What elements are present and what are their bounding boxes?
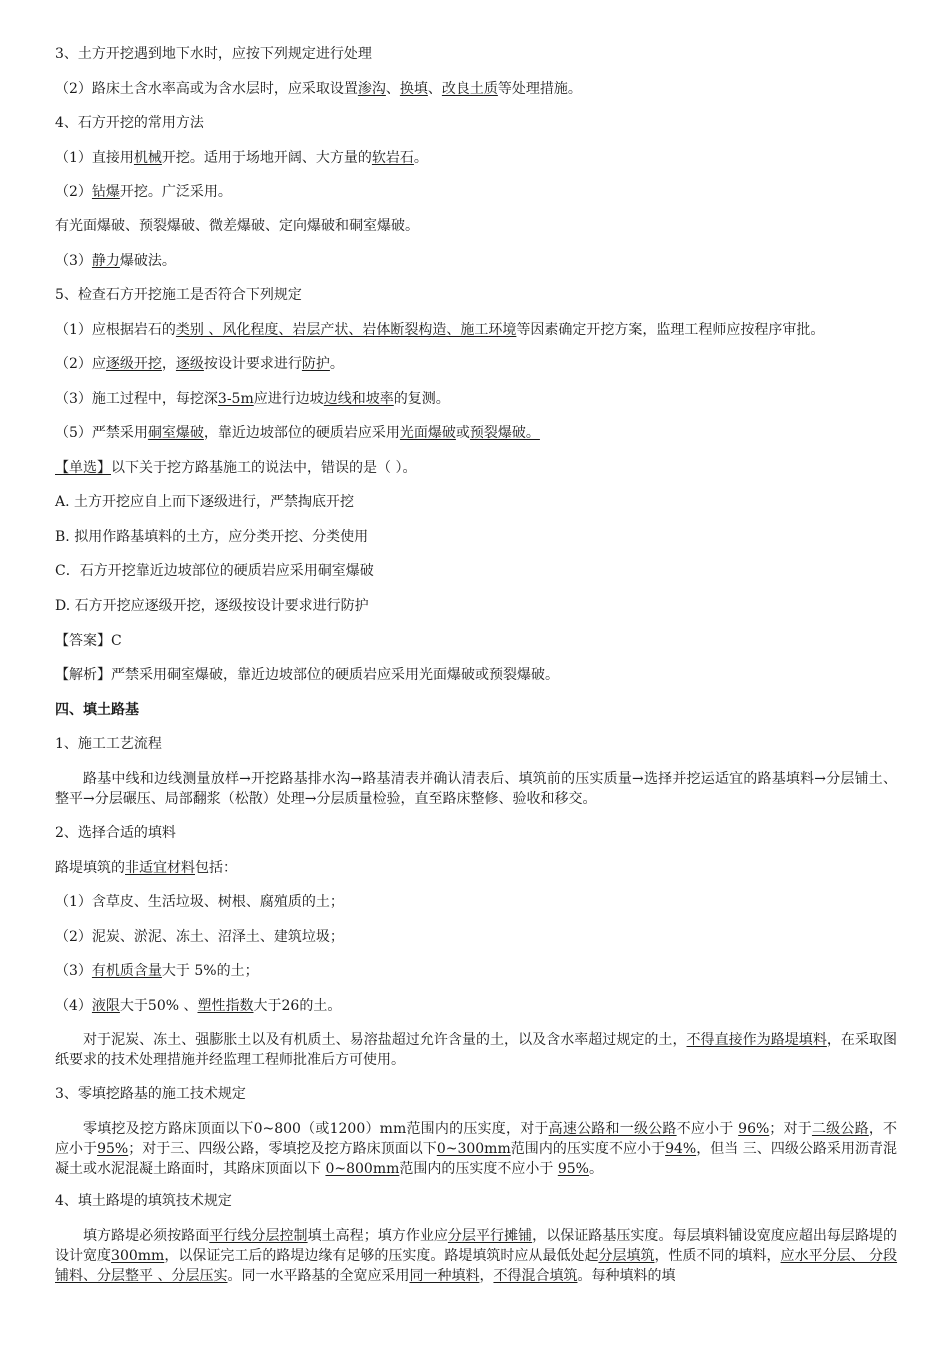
underlined-term: 94% xyxy=(665,1141,697,1157)
text: 路堤填筑的 xyxy=(55,860,125,876)
underlined-term: 不得混合填筑 xyxy=(493,1268,578,1284)
text: （2） xyxy=(55,184,92,200)
underlined-term: 防护 xyxy=(301,356,330,372)
underlined-term: 非适宜材料 xyxy=(125,860,195,876)
text: ，以保证完工后的路堤边缘有足够的压实度。路堤填筑时应从最低处起 xyxy=(164,1248,599,1264)
question-stem xyxy=(55,458,910,478)
underlined-term: 3-5m xyxy=(217,391,254,407)
text: ；对于 xyxy=(769,1121,812,1137)
underlined-term: 液限 xyxy=(91,998,120,1014)
text: ，不应小于 xyxy=(55,1121,898,1157)
text: （4） xyxy=(55,998,92,1014)
underlined-term: 机械 xyxy=(133,150,162,166)
underlined-term: 逐级开挖 xyxy=(105,356,162,372)
text: 不应小于 xyxy=(676,1121,739,1137)
text: 范围内的压实度不应小于 xyxy=(399,1161,558,1177)
text: 、 xyxy=(427,81,442,97)
rule-2 xyxy=(55,354,910,374)
heading-fill-material: 2、选择合适的填料 xyxy=(55,825,176,841)
text: （2）应 xyxy=(55,356,106,372)
text: ，在采取图纸要求的技术处理措施并经监理工程师批准后方可使用。 xyxy=(55,1032,898,1068)
underlined-term: 钻爆 xyxy=(91,184,120,200)
material-3 xyxy=(55,961,910,981)
underlined-term: 平行线分层控制 xyxy=(209,1228,308,1244)
item-drill-blast xyxy=(55,182,910,202)
text: 开挖。适用于场地开阔、大方量的 xyxy=(161,150,372,166)
text: （1）直接用 xyxy=(55,150,134,166)
answer: 【答案】C xyxy=(55,633,122,649)
underlined-term: 软岩石 xyxy=(371,150,414,166)
text: 填方路堤必须按路面 xyxy=(83,1228,210,1244)
text: （2）路床土含水率高或为含水层时，应采取设置 xyxy=(55,81,358,97)
text: ；对于三、四级公路，零填挖及挖方路床顶面以下 xyxy=(128,1141,437,1157)
text: 包括： xyxy=(195,860,237,876)
text: 的复测。 xyxy=(393,391,450,407)
text: 或 xyxy=(455,425,470,441)
text: 。每种填料的填 xyxy=(577,1268,676,1284)
section-title: 四、填土路基 xyxy=(55,702,139,718)
underlined-term: 同一种填料 xyxy=(409,1268,480,1284)
text: ， xyxy=(479,1268,494,1284)
question-tag: 【单选】 xyxy=(55,460,111,476)
underlined-term: 0~300mm xyxy=(436,1141,511,1157)
text: 大于50% 、 xyxy=(119,998,198,1014)
text: 。 xyxy=(413,150,428,166)
heading-groundwater: 3、土方开挖遇到地下水时，应按下列规定进行处理 xyxy=(55,46,372,62)
text: （1）应根据岩石的 xyxy=(55,322,176,338)
heading-embankment: 4、填土路堤的填筑技术规定 xyxy=(55,1193,232,1209)
text: 应进行边坡 xyxy=(253,391,324,407)
heading-zero-fill: 3、零填挖路基的施工技术规定 xyxy=(55,1086,246,1102)
item-subgrade-moisture xyxy=(55,79,910,99)
option-d: D. 石方开挖应逐级开挖，逐级按设计要求进行防护 xyxy=(55,598,369,614)
paragraph-embankment xyxy=(55,1226,897,1286)
text: ，但当 三、四级公路采用沥青混凝土或水泥混凝土路面时，其路床顶面以下 xyxy=(55,1141,898,1177)
text: 大于 5%的土； xyxy=(161,963,259,979)
analysis: 【解析】严禁采用硐室爆破，靠近边坡部位的硬质岩应采用光面爆破或预裂爆破。 xyxy=(55,667,559,683)
text: ，靠近边坡部位的硬质岩应采用 xyxy=(203,425,400,441)
heading-rock-methods: 4、石方开挖的常用方法 xyxy=(55,115,204,131)
underlined-term: 分层填筑 xyxy=(598,1248,655,1264)
underlined-term: 预裂爆破。 xyxy=(469,425,540,441)
paragraph-special-soils xyxy=(55,1030,897,1070)
text: 。 xyxy=(588,1161,603,1177)
material-2: （2）泥炭、淤泥、冻土、沼泽土、建筑垃圾； xyxy=(55,929,344,945)
paragraph-process: 路基中线和边线测量放样→开挖路基排水沟→路基清表并确认清表后、填筑前的压实质量→选择并挖运适宜的路基填料→分层铺土、整平→分层碾压、局部翻浆（松散）处理→分层质量检验，直至路床整修、验收和移交。 xyxy=(55,771,897,807)
text: 零填挖及挖方路床顶面以下0~800（或1200）mm范围内的压实度，对于 xyxy=(83,1121,549,1137)
underlined-term: 96% xyxy=(738,1121,770,1137)
underlined-term: 边线和坡率 xyxy=(323,391,394,407)
underlined-term: 换填 xyxy=(399,81,428,97)
material-1: （1）含草皮、生活垃圾、树根、腐殖质的土； xyxy=(55,894,344,910)
underlined-term: 95% xyxy=(97,1141,129,1157)
option-c: C．石方开挖靠近边坡部位的硬质岩应采用硐室爆破 xyxy=(55,563,374,579)
text: 等处理措施。 xyxy=(497,81,582,97)
underlined-term: 高速公路和一级公路 xyxy=(548,1121,677,1137)
underlined-term: 不得直接作为路堤填料 xyxy=(686,1032,827,1048)
underlined-term: 分层平行摊铺 xyxy=(447,1228,533,1244)
underlined-term: 硐室爆破 xyxy=(147,425,204,441)
text: 以下关于挖方路基施工的说法中，错误的是（ ）。 xyxy=(111,460,417,476)
text: （3） xyxy=(55,253,92,269)
underlined-term: 0~800mm xyxy=(325,1161,400,1177)
underlined-term: 有机质含量 xyxy=(91,963,162,979)
underlined-term: 光面爆破 xyxy=(399,425,456,441)
text: 填土高程；填方作业应 xyxy=(307,1228,448,1244)
option-b: B. 拟用作路基填料的土方，应分类开挖、分类使用 xyxy=(55,529,369,545)
text: 范围内的压实度不应小于 xyxy=(510,1141,666,1157)
text: 等因素确定开挖方案，监理工程师应按程序审批。 xyxy=(516,322,825,338)
heading-rock-check: 5、检查石方开挖施工是否符合下列规定 xyxy=(55,287,302,303)
paragraph-compaction xyxy=(55,1119,897,1179)
blast-types: 有光面爆破、预裂爆破、微差爆破、定向爆破和硐室爆破。 xyxy=(55,218,419,234)
text: 开挖。广泛采用。 xyxy=(119,184,232,200)
heading-process: 1、施工工艺流程 xyxy=(55,736,162,752)
underlined-term: 二级公路 xyxy=(811,1121,869,1137)
underlined-term: 逐级 xyxy=(175,356,204,372)
rule-1 xyxy=(55,320,910,340)
unsuitable-intro xyxy=(55,858,910,878)
text: 、 xyxy=(385,81,400,97)
text: 。同一水平路基的全宽应采用 xyxy=(227,1268,410,1284)
rule-5 xyxy=(55,423,910,443)
item-static-blast xyxy=(55,251,910,271)
item-mechanical xyxy=(55,148,910,168)
text: （5）严禁采用 xyxy=(55,425,148,441)
text: 爆破法。 xyxy=(119,253,176,269)
material-4 xyxy=(55,996,910,1016)
underlined-term: 95% xyxy=(557,1161,589,1177)
underlined-term: 渗沟 xyxy=(357,81,386,97)
underlined-term: 塑性指数 xyxy=(197,998,254,1014)
text: 大于26的土。 xyxy=(253,998,342,1014)
text: （3） xyxy=(55,963,92,979)
underlined-term: 改良土质 xyxy=(441,81,498,97)
text: ， xyxy=(161,356,176,372)
option-a: A. 土方开挖应自上而下逐级进行，严禁掏底开挖 xyxy=(55,494,355,510)
text: ，以保证路基压实度。每层填料铺设宽度应超出每层路堤的设计宽度 xyxy=(55,1228,898,1264)
underlined-term: 静力 xyxy=(91,253,120,269)
text: ，性质不同的填料， xyxy=(654,1248,781,1264)
underlined-term: 300mm xyxy=(111,1248,165,1264)
rule-3 xyxy=(55,389,910,409)
text: 按设计要求进行 xyxy=(203,356,302,372)
underlined-term: 应水平分层、 分段铺料、分层整平 、分层压实 xyxy=(55,1248,898,1284)
underlined-term: 类别 、风化程度、岩层产状、岩体断裂构造、施工环境 xyxy=(175,322,517,338)
text: 对于泥炭、冻土、强膨胀土以及有机质土、易溶盐超过允许含量的土，以及含水率超过规定的土， xyxy=(83,1032,687,1048)
text: 。 xyxy=(329,356,344,372)
text: （3）施工过程中，每挖深 xyxy=(55,391,218,407)
